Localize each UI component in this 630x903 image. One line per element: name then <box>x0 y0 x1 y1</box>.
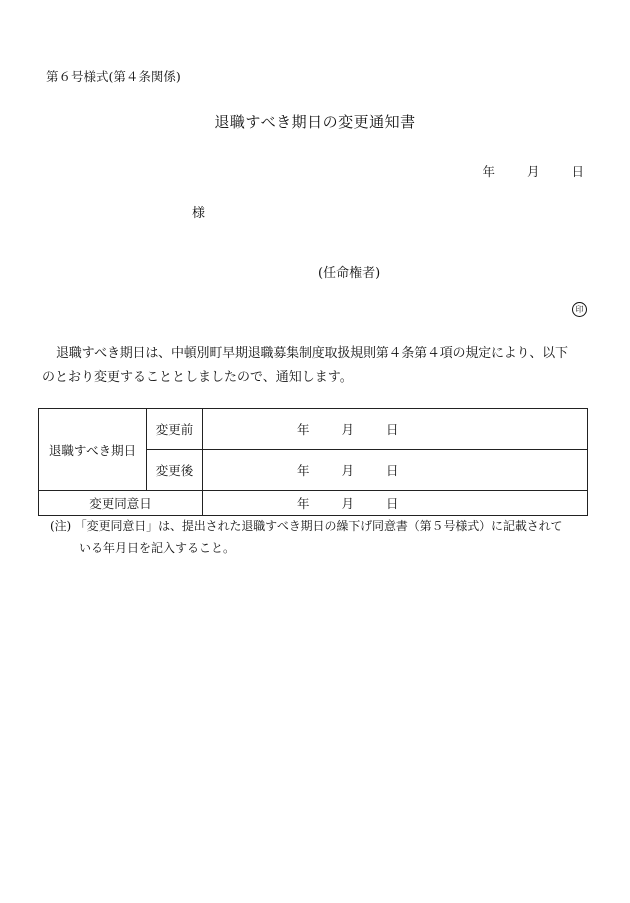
day-label: 日 <box>386 463 399 478</box>
table-row-before <box>39 409 588 450</box>
day-label: 日 <box>386 422 399 437</box>
date-change-table <box>38 408 588 516</box>
document-title: 退職すべき期日の変更通知書 <box>214 113 416 131</box>
notice-body-line-1: 退職すべき期日は、中頓別町早期退職募集制度取扱規則第４条第４項の規定により、以下 <box>56 346 568 361</box>
day-label: 日 <box>571 164 584 179</box>
retirement-date-label: 退職すべき期日 <box>39 409 147 491</box>
day-label: 日 <box>386 496 399 511</box>
table-row-agreement <box>39 491 588 516</box>
year-label: 年 <box>297 463 310 478</box>
issue-date <box>482 162 584 180</box>
footnote-line-1: (注) 「変更同意日」は、提出された退職すべき期日の繰下げ同意書（第５号様式）に記載されて <box>50 519 563 533</box>
month-label: 月 <box>341 463 355 478</box>
year-label: 年 <box>297 496 310 511</box>
addressee-suffix: 様 <box>192 206 206 221</box>
notice-body <box>42 342 588 390</box>
form-number: 第６号様式(第４条関係) <box>46 69 181 84</box>
after-change-label: 変更後 <box>147 450 203 491</box>
footnote-line-2: いる年月日を記入すること。 <box>79 541 236 555</box>
notice-body-line-2: のとおり変更することとしましたので、通知します。 <box>42 370 353 385</box>
before-change-date-field[interactable] <box>203 409 588 450</box>
before-change-label: 変更前 <box>147 409 203 450</box>
agreement-date-label: 変更同意日 <box>39 491 203 516</box>
month-label: 月 <box>341 496 355 511</box>
appointer-label: (任命権者) <box>318 266 381 281</box>
month-label: 月 <box>341 422 355 437</box>
year-label: 年 <box>482 164 495 179</box>
agreement-date-field[interactable] <box>203 491 588 516</box>
seal-mark: 印 <box>572 302 587 317</box>
month-label: 月 <box>526 164 540 179</box>
after-change-date-field[interactable] <box>203 450 588 491</box>
footnote <box>50 515 590 559</box>
year-label: 年 <box>297 422 310 437</box>
